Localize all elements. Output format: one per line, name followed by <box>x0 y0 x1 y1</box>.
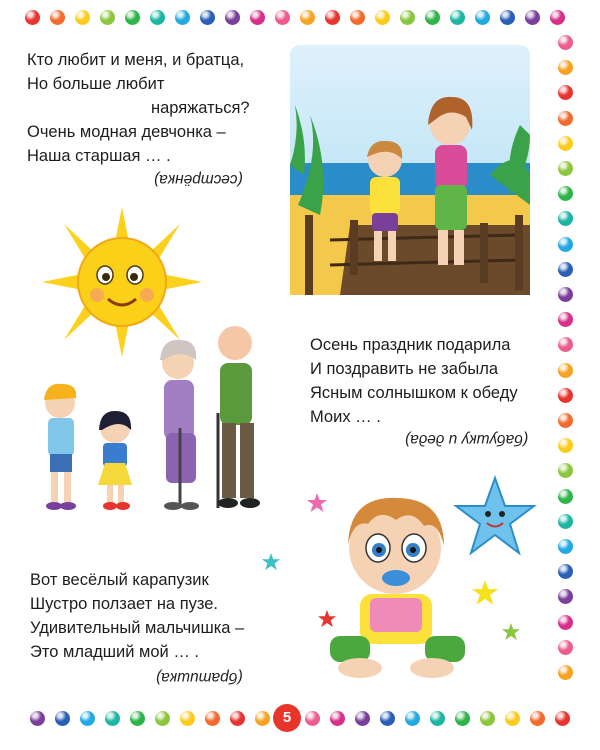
verse-grandparents <box>310 333 518 429</box>
bead <box>450 10 465 25</box>
bead <box>558 665 573 680</box>
bead <box>105 711 120 726</box>
bead <box>230 711 245 726</box>
verse-line: наряжаться? <box>151 99 250 117</box>
verse-line: Шустро ползает на пузе. <box>30 595 219 613</box>
small-star-icon <box>262 553 280 571</box>
bead <box>558 262 573 277</box>
bead <box>50 10 65 25</box>
bead <box>425 10 440 25</box>
verse-line: Наша старшая … . <box>27 147 171 165</box>
bead <box>558 161 573 176</box>
bead <box>325 10 340 25</box>
bead <box>305 711 320 726</box>
small-star-icon <box>502 623 520 641</box>
bead <box>130 711 145 726</box>
bead <box>558 312 573 327</box>
verse-line: Ясным солнышком к обеду <box>310 384 518 402</box>
bead <box>350 10 365 25</box>
answer-sister-upside-down: (сестрёнка) <box>154 171 243 188</box>
bead <box>530 711 545 726</box>
bead <box>525 10 540 25</box>
bead <box>475 10 490 25</box>
bead <box>550 10 565 25</box>
verse-line: Удивительный мальчишка – <box>30 619 245 637</box>
bead <box>558 186 573 201</box>
verse-line: Но больше любит <box>27 75 165 93</box>
bead <box>150 10 165 25</box>
bead <box>558 60 573 75</box>
bead <box>75 10 90 25</box>
bead <box>400 10 415 25</box>
bead <box>558 640 573 655</box>
bead <box>500 10 515 25</box>
small-star-icon <box>472 580 498 606</box>
bead <box>558 136 573 151</box>
bead <box>558 589 573 604</box>
bead <box>558 564 573 579</box>
bead <box>80 711 95 726</box>
bead <box>175 10 190 25</box>
bead <box>555 711 570 726</box>
bead <box>558 514 573 529</box>
verse-line: Это младший мой … . <box>30 643 200 661</box>
verse-line: Кто любит и меня, и братца, <box>27 51 245 69</box>
bead <box>55 711 70 726</box>
bead <box>455 711 470 726</box>
bead <box>558 438 573 453</box>
bead <box>30 711 45 726</box>
baby-illustration <box>320 486 475 686</box>
bead <box>480 711 495 726</box>
bead <box>375 10 390 25</box>
bead <box>558 211 573 226</box>
bead <box>558 35 573 50</box>
bead <box>558 363 573 378</box>
bead <box>405 711 420 726</box>
beach-scene-illustration <box>290 45 530 295</box>
bead <box>180 711 195 726</box>
bead <box>558 615 573 630</box>
verse-sister <box>27 48 250 168</box>
bead <box>125 10 140 25</box>
bead <box>200 10 215 25</box>
bead <box>155 711 170 726</box>
bead <box>558 413 573 428</box>
verse-brother <box>30 568 244 664</box>
bead <box>205 711 220 726</box>
verse-line: Вот весёлый карапузик <box>30 571 209 589</box>
bead <box>250 10 265 25</box>
bead <box>300 10 315 25</box>
bead <box>430 711 445 726</box>
verse-line: Очень модная девчонка – <box>27 123 226 141</box>
answer-brother-upside-down: (братишка) <box>156 669 243 686</box>
bead <box>558 111 573 126</box>
bead <box>505 711 520 726</box>
bead <box>380 711 395 726</box>
bead <box>355 711 370 726</box>
bead <box>558 489 573 504</box>
bead <box>330 711 345 726</box>
bead <box>100 10 115 25</box>
verse-line: И поздравить не забыла <box>310 360 499 378</box>
verse-line: Осень праздник подарила <box>310 336 511 354</box>
bead <box>225 10 240 25</box>
bead <box>558 388 573 403</box>
family-illustration <box>30 318 285 523</box>
bead <box>558 237 573 252</box>
bead <box>275 10 290 25</box>
bead <box>25 10 40 25</box>
page-number: 5 <box>273 704 301 732</box>
bead <box>558 539 573 554</box>
verse-line: Моих … . <box>310 408 381 426</box>
bead <box>558 287 573 302</box>
bead <box>558 337 573 352</box>
bead <box>255 711 270 726</box>
answer-grandparents-upside-down: (бабушку и деда) <box>405 431 529 448</box>
bead <box>558 85 573 100</box>
bead <box>558 463 573 478</box>
